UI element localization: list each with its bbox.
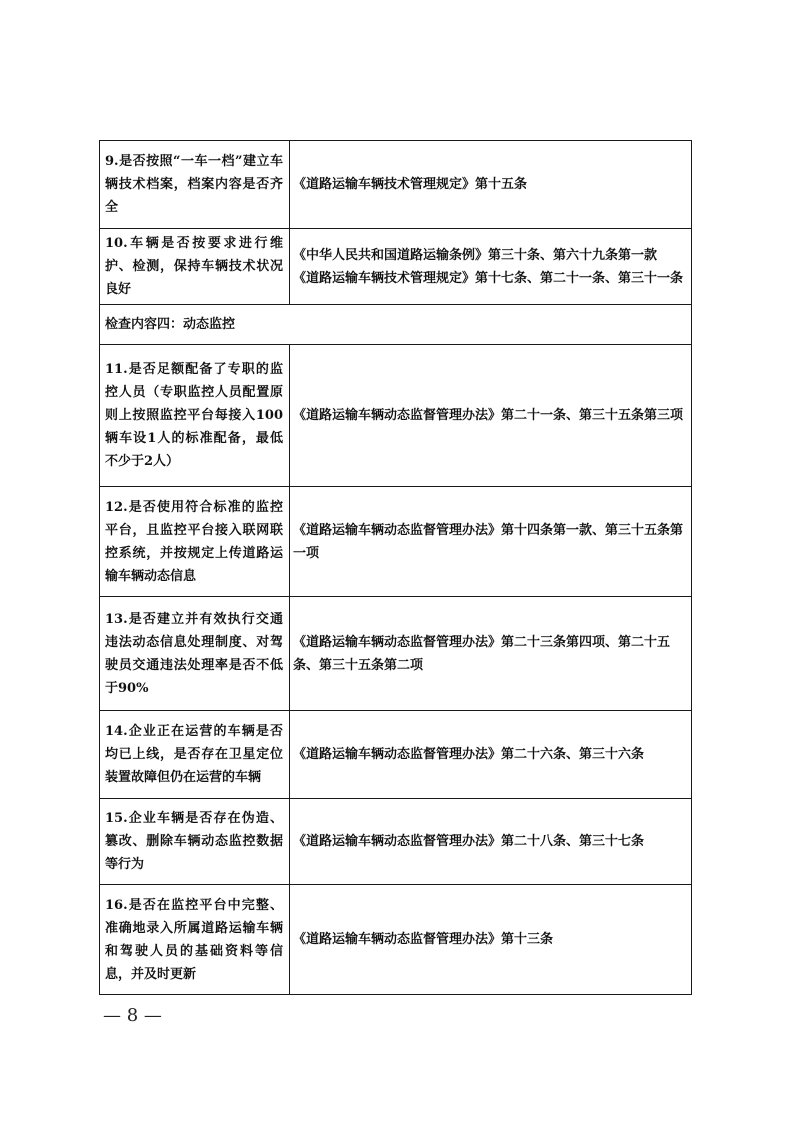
table-row: [100, 229, 692, 305]
check-item-cell: 16.是否在监控平台中完整、准确地录入所属道路运输车辆和驾驶人员的基础资料等信息，并及时更新: [100, 885, 290, 995]
legal-basis-cell: 《道路运输车辆动态监督管理办法》第十三条: [290, 885, 692, 995]
legal-basis-line: 《道路运输车辆技术管理规定》第十七条、第二十一条、第三十一条: [293, 270, 684, 286]
legal-basis-cell: 《道路运输车辆动态监督管理办法》第二十六条、第三十六条: [290, 711, 692, 799]
check-item-cell: 15.企业车辆是否存在伪造、篡改、删除车辆动态监控数据等行为: [100, 799, 290, 885]
legal-basis-cell: 《道路运输车辆动态监督管理办法》第二十八条、第三十七条: [290, 799, 692, 885]
legal-basis-cell: 《道路运输车辆动态监督管理办法》第二十三条第四项、第二十五条、第三十五条第二项: [290, 597, 692, 711]
check-item-cell: 9.是否按照“一车一档”建立车辆技术档案，档案内容是否齐全: [100, 141, 290, 229]
check-item-cell: 14.企业正在运营的车辆是否均已上线，是否存在卫星定位装置故障但仍在运营的车辆: [100, 711, 290, 799]
table-row: [100, 487, 692, 597]
legal-basis-cell: 《道路运输车辆动态监督管理办法》第十四条第一款、第三十五条第一项: [290, 487, 692, 597]
table-row: [100, 345, 692, 487]
legal-basis-cell: 《道路运输车辆动态监督管理办法》第二十一条、第三十五条第三项: [290, 345, 692, 487]
section-heading: 检查内容四：动态监控: [100, 305, 692, 345]
legal-basis-cell: 《道路运输车辆技术管理规定》第十五条: [290, 141, 692, 229]
inspection-table: [99, 140, 692, 995]
page-number: — 8 —: [103, 1005, 162, 1026]
table-row: [100, 597, 692, 711]
check-item-cell: 10.车辆是否按要求进行维护、检测，保持车辆技术状况良好: [100, 229, 290, 305]
table-row: [100, 711, 692, 799]
legal-basis-line: 《中华人民共和国道路运输条例》第三十条、第六十九条第一款: [293, 247, 658, 263]
check-item-cell: 13.是否建立并有效执行交通违法动态信息处理制度、对驾驶员交通违法处理率是否不低于90%: [100, 597, 290, 711]
legal-basis-cell: [290, 229, 692, 305]
section-row: [100, 305, 692, 345]
table-row: [100, 141, 692, 229]
check-item-cell: 11.是否足额配备了专职的监控人员（专职监控人员配置原则上按照监控平台每接入100辆车设1人的标准配备，最低不少于2人）: [100, 345, 290, 487]
check-item-cell: 12.是否使用符合标准的监控平台，且监控平台接入联网联控系统，并按规定上传道路运输车辆动态信息: [100, 487, 290, 597]
table-row: [100, 885, 692, 995]
table-row: [100, 799, 692, 885]
